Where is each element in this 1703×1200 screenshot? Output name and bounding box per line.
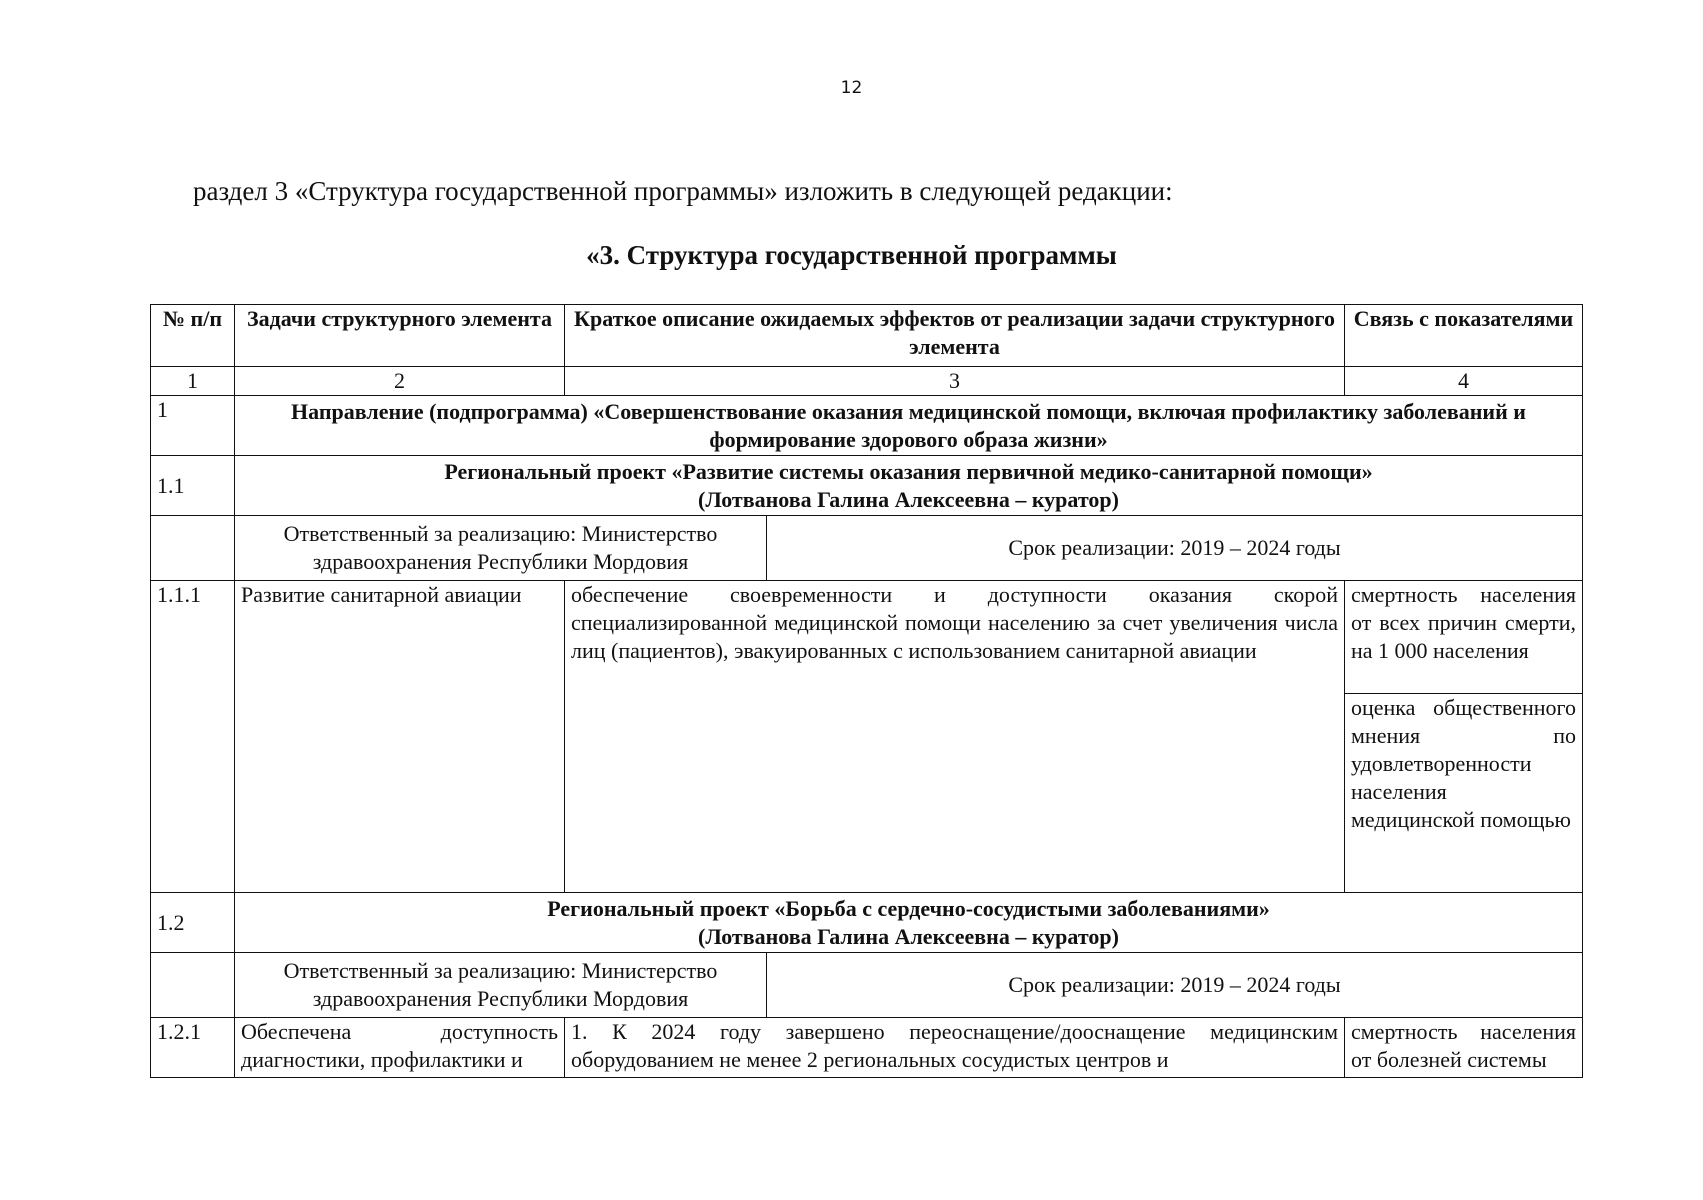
project-curator: (Лотванова Галина Алексеевна – куратор): [698, 923, 1119, 949]
row-number: 1: [151, 396, 235, 456]
column-number: 4: [1345, 367, 1583, 396]
project-title: Региональный проект «Развитие системы оказания первичной медико-санитарной помощи»: [444, 458, 1373, 484]
row-number: 1.2: [151, 893, 235, 953]
indicators-cell: [1345, 581, 1583, 893]
responsibility-cell: [235, 953, 1583, 1018]
empty-cell: [151, 516, 235, 581]
header-tasks: Задачи структурного элемента: [235, 305, 565, 367]
responsible-text: Ответственный за реализацию: Министерство здравоохранения Республики Мордовия: [235, 516, 767, 580]
section-title: «3. Структура государственной программы: [586, 240, 1117, 270]
task-row: [151, 581, 1583, 893]
column-number-row: [151, 367, 1583, 396]
page-number: 12: [840, 78, 863, 98]
task-effect: 1. К 2024 году завершено переоснащение/дооснащение медицинским оборудованием не менее 2 региональных сосудистых центров и: [565, 1018, 1345, 1078]
responsibility-cell: [235, 516, 1583, 581]
row-number: 1.1: [151, 456, 235, 516]
column-number: 1: [151, 367, 235, 396]
header-effects: Краткое описание ожидаемых эффектов от реализации задачи структурного элемента: [565, 305, 1345, 367]
column-number: 3: [565, 367, 1345, 396]
indicator: оценка общественного мнения по удовлетворенности населения медицинской помощью: [1351, 695, 1576, 832]
project-row: [151, 456, 1583, 516]
responsibility-row: [151, 953, 1583, 1018]
term-text: Срок реализации: 2019 – 2024 годы: [1008, 972, 1341, 997]
project-title-cell: [235, 893, 1583, 953]
header-indicators: Связь с показателями: [1345, 305, 1583, 367]
header-row: [151, 305, 1583, 367]
project-title-cell: [235, 456, 1583, 516]
task-name: Развитие санитарной авиации: [235, 581, 565, 893]
project-curator: (Лотванова Галина Алексеевна – куратор): [698, 486, 1119, 512]
indicator: смертность населения от всех причин смерти, на 1 000 населения: [1345, 581, 1582, 694]
direction-title: Направление (подпрограмма) «Совершенствование оказания медицинской помощи, включая профилактику заболеваний и формирование здорового образа жизни»: [235, 396, 1583, 456]
task-number: 1.2.1: [151, 1018, 235, 1078]
indicator: смертность населения от болезней системы: [1345, 1018, 1583, 1078]
intro-text: раздел 3 «Структура государственной программы» изложить в следующей редакции:: [193, 176, 1173, 206]
project-row: [151, 893, 1583, 953]
task-number: 1.1.1: [151, 581, 235, 893]
task-effect: обеспечение своевременности и доступности оказания скорой специализированной медицинской помощи населению за счет увеличения числа лиц (пациентов), эвакуированных с использованием санитарной авиации: [565, 581, 1345, 893]
structure-table: [150, 304, 1583, 1078]
header-number: № п/п: [151, 305, 235, 367]
project-title: Региональный проект «Борьба с сердечно-сосудистыми заболеваниями»: [547, 895, 1270, 921]
task-row: [151, 1018, 1583, 1078]
responsibility-row: [151, 516, 1583, 581]
empty-cell: [151, 953, 235, 1018]
task-name: Обеспечена доступность диагностики, профилактики и: [235, 1018, 565, 1078]
responsible-text: Ответственный за реализацию: Министерство здравоохранения Республики Мордовия: [235, 953, 767, 1017]
term-text: Срок реализации: 2019 – 2024 годы: [1008, 535, 1341, 560]
column-number: 2: [235, 367, 565, 396]
direction-row: [151, 396, 1583, 456]
